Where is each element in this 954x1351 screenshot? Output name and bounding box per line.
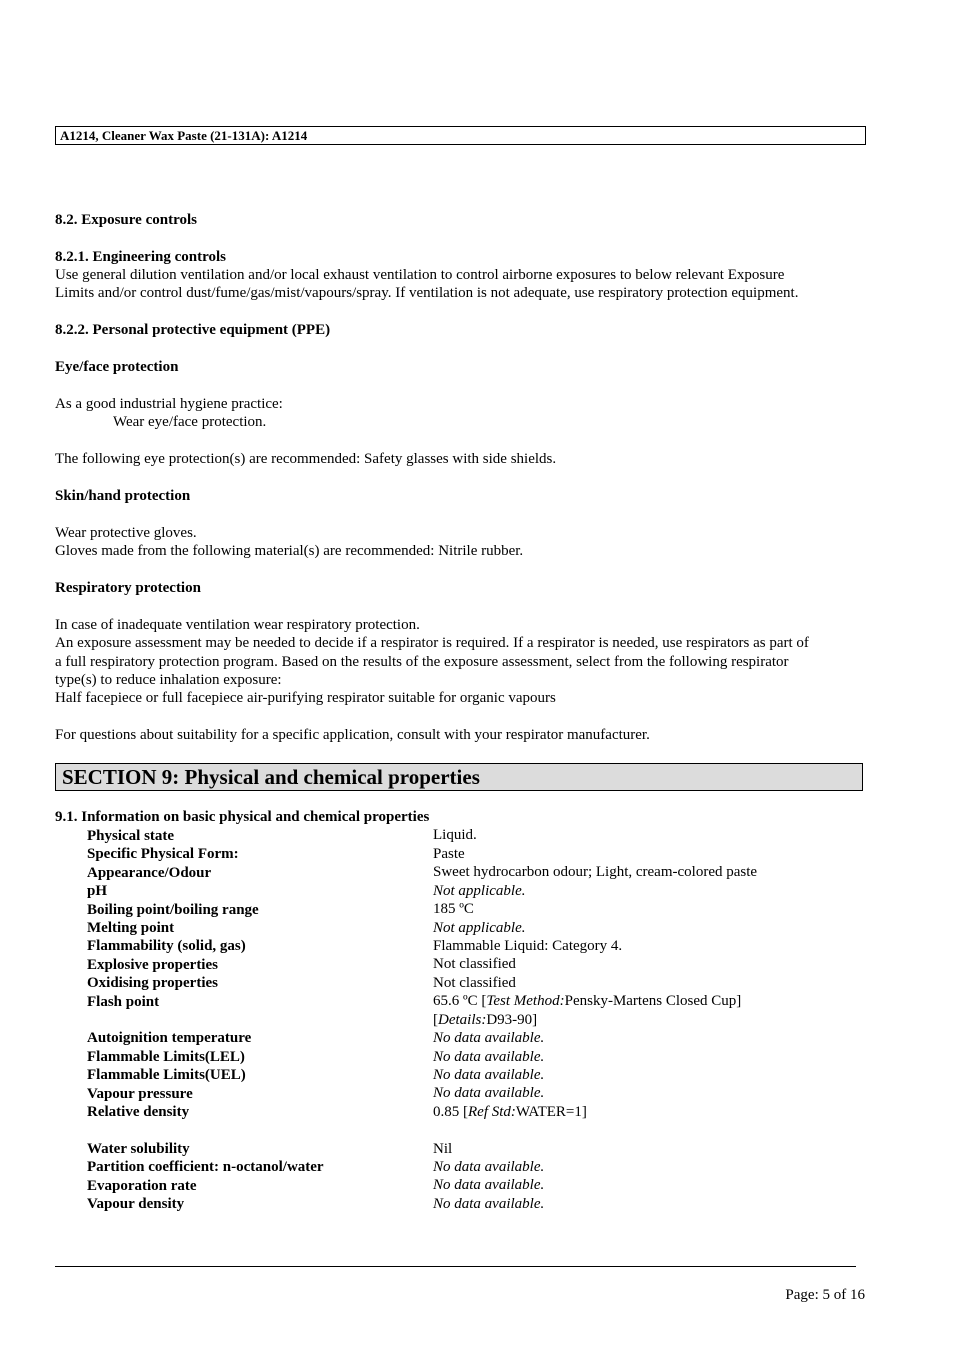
ppe-heading: 8.2.2. Personal protective equipment (PPE): [55, 322, 331, 338]
property-label: Specific Physical Form:: [87, 846, 239, 862]
section-9-banner: [55, 763, 863, 791]
property-label: Relative density: [87, 1104, 190, 1120]
property-label: pH: [87, 883, 108, 899]
skin-protection-heading: Skin/hand protection: [55, 488, 191, 504]
property-value-continued: [Details:D93-90]: [433, 1012, 538, 1028]
skin-protection-text-2: Gloves made from the following material(s) are recommended: Nitrile rubber.: [55, 543, 524, 559]
property-value: No data available.: [433, 1159, 545, 1175]
section-8-2-heading: 8.2. Exposure controls: [55, 212, 197, 228]
property-value: Not classified: [433, 975, 516, 991]
engineering-controls-text-2: Limits and/or control dust/fume/gas/mist/vapours/spray. If ventilation is not adequate, use respiratory protection equipment.: [55, 285, 799, 301]
document-header: [55, 126, 866, 145]
eye-protection-text-1: As a good industrial hygiene practice:: [55, 396, 283, 412]
footer-divider: [55, 1266, 856, 1267]
respiratory-protection-text-3: a full respiratory protection program. Based on the results of the exposure assessment, select from the following respirator: [55, 654, 789, 670]
property-value: No data available.: [433, 1177, 545, 1193]
property-label: Flash point: [87, 994, 160, 1010]
eye-protection-text-2: Wear eye/face protection.: [113, 414, 267, 430]
respiratory-protection-text-1: In case of inadequate ventilation wear respiratory protection.: [55, 617, 420, 633]
property-label: Flammability (solid, gas): [87, 938, 246, 954]
eye-protection-heading: Eye/face protection: [55, 359, 179, 375]
property-value: Flammable Liquid: Category 4.: [433, 938, 623, 954]
property-value: Not applicable.: [433, 920, 526, 936]
property-label: Vapour pressure: [87, 1086, 193, 1102]
property-label: Physical state: [87, 828, 175, 844]
property-value: Paste: [433, 846, 465, 862]
skin-protection-text-1: Wear protective gloves.: [55, 525, 197, 541]
property-value: No data available.: [433, 1030, 545, 1046]
engineering-controls-text-1: Use general dilution ventilation and/or local exhaust ventilation to control airborne exposures to below relevant Exposure: [55, 267, 785, 283]
property-value: 0.85 [Ref Std:WATER=1]: [433, 1104, 587, 1120]
property-label: Melting point: [87, 920, 175, 936]
property-value: 185 ºC: [433, 901, 474, 917]
respiratory-protection-heading: Respiratory protection: [55, 580, 201, 596]
respiratory-protection-text-5: Half facepiece or full facepiece air-purifying respirator suitable for organic vapours: [55, 690, 556, 706]
property-value: Liquid.: [433, 827, 477, 843]
property-label: Vapour density: [87, 1196, 185, 1212]
property-value: 65.6 ºC [Test Method:Pensky-Martens Closed Cup]: [433, 993, 742, 1009]
property-label: Boiling point/boiling range: [87, 902, 259, 918]
property-label: Flammable Limits(UEL): [87, 1067, 246, 1083]
property-label: Evaporation rate: [87, 1178, 197, 1194]
property-value: No data available.: [433, 1085, 545, 1101]
eye-protection-text-3: The following eye protection(s) are recommended: Safety glasses with side shields.: [55, 451, 557, 467]
respiratory-protection-text-4: type(s) to reduce inhalation exposure:: [55, 672, 282, 688]
property-value: No data available.: [433, 1196, 545, 1212]
property-label: Appearance/Odour: [87, 865, 212, 881]
property-label: Oxidising properties: [87, 975, 218, 991]
property-label: Water solubility: [87, 1141, 190, 1157]
property-value: No data available.: [433, 1067, 545, 1083]
page-number: Page: 5 of 16: [785, 1287, 865, 1303]
property-value: No data available.: [433, 1049, 545, 1065]
property-label: Partition coefficient: n-octanol/water: [87, 1159, 324, 1175]
section-9-title: SECTION 9: Physical and chemical properties: [62, 765, 480, 789]
property-label: Explosive properties: [87, 957, 218, 973]
property-label: Autoignition temperature: [87, 1030, 252, 1046]
property-value: Nil: [433, 1141, 453, 1157]
property-value: Not applicable.: [433, 883, 526, 899]
engineering-controls-heading: 8.2.1. Engineering controls: [55, 249, 226, 265]
section-9-1-heading: 9.1. Information on basic physical and chemical properties: [55, 809, 430, 825]
property-label: Flammable Limits(LEL): [87, 1049, 245, 1065]
property-value: Not classified: [433, 956, 516, 972]
respiratory-protection-text-6: For questions about suitability for a specific application, consult with your respirator manufacturer.: [55, 727, 650, 743]
property-value: Sweet hydrocarbon odour; Light, cream-colored paste: [433, 864, 758, 880]
respiratory-protection-text-2: An exposure assessment may be needed to decide if a respirator is required. If a respirator is needed, use respirators as part of: [55, 635, 809, 651]
product-title: A1214, Cleaner Wax Paste (21-131A): A1214: [60, 128, 308, 143]
